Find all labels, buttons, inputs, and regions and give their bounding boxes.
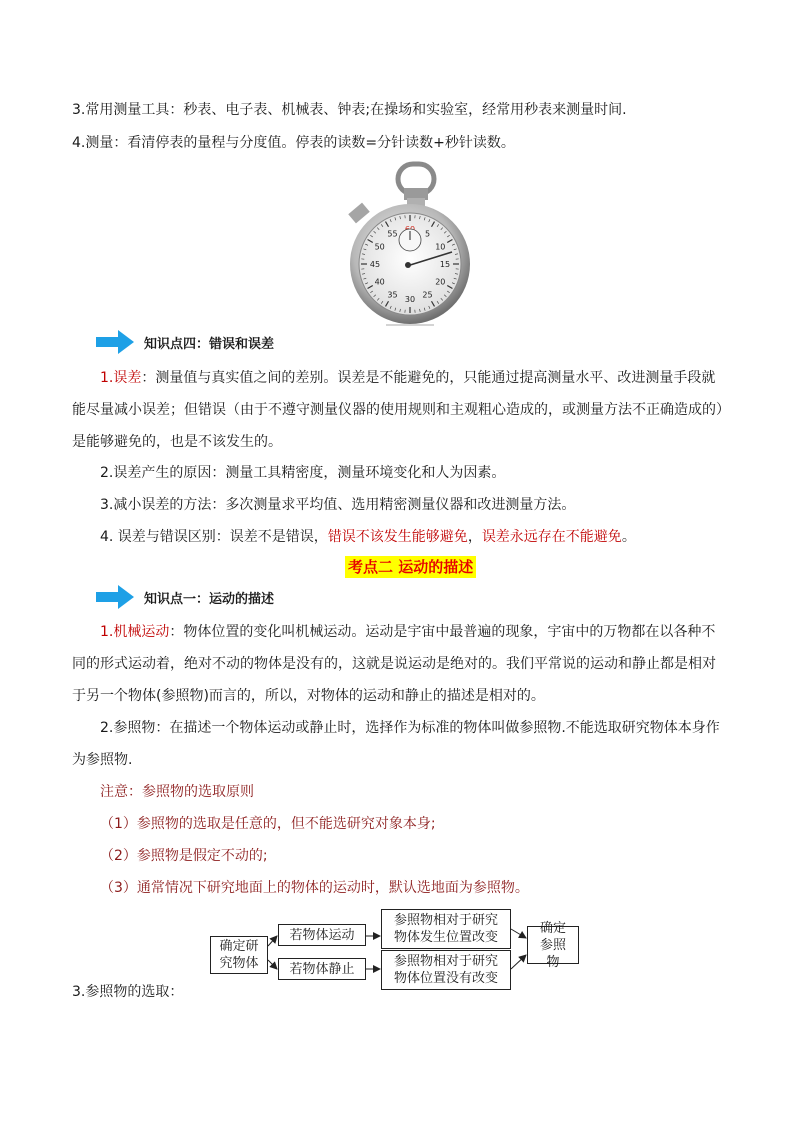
error-causes-text: 2.误差产生的原因：测量工具精密度，测量环境变化和人为因素。: [100, 465, 506, 481]
dial-number: 35: [387, 290, 398, 300]
error-term: 1.误差: [100, 370, 142, 386]
dial-number: 15: [439, 260, 451, 269]
section-heading-label: 知识点四：错误和误差: [144, 336, 275, 352]
note-item-3-text: （3）通常情况下研究地面上的物体的运动时，默认选地面为参照物。: [100, 880, 529, 896]
flow-moving-box: 若物体运动: [278, 924, 366, 946]
difference-period: 。: [621, 529, 636, 545]
flow-still-box: 若物体静止: [278, 958, 366, 980]
kaodian-title: 考点二 运动的描述: [345, 556, 476, 578]
flow-start-box: 确定研究物体: [210, 936, 268, 974]
error-text: ：测量值与真实值之间的差别。误差是不能避免的，只能通过提高测量水平、改进测量手段就能尽量减小误差；但错误（由于不遵守测量仪器的使用规则和主观粗心造成的，或测量方法不正确造成的）是能够避免的，也是不该发生的。: [72, 370, 723, 450]
dial-number: 10: [435, 242, 446, 252]
section-heading-label: 知识点一：运动的描述: [144, 591, 275, 607]
difference-comma: ，: [467, 529, 482, 545]
mechanical-motion-term: 1.机械运动: [100, 624, 170, 640]
dial-number: 50: [374, 242, 385, 252]
reference-selection-line: 3.参照物的选取：: [72, 984, 184, 1000]
note-item-2-text: （2）参照物是假定不动的;: [100, 848, 268, 864]
reduce-error-text: 3.减小误差的方法：多次测量求平均值、选用精密测量仪器和改进测量方法。: [100, 497, 576, 513]
flow-end-box: 确定参照物: [527, 926, 579, 964]
difference-red-1: 错误不该发生能够避免: [327, 529, 468, 545]
dial-number: 20: [435, 277, 446, 287]
dial-number: 55: [387, 229, 398, 239]
note-title-text: 注意：参照物的选取原则: [100, 784, 254, 800]
mechanical-motion-text: ：物体位置的变化叫机械运动。运动是宇宙中最普遍的现象，宇宙中的万物都在以各种不同的形式运动着，绝对不动的物体是没有的，这就是说运动是绝对的。我们平常说的运动和静止都是相对于另一个物体(参照物)而言的，所以，对物体的运动和静止的描述是相对的。: [72, 624, 716, 704]
note-item-1-text: （1）参照物的选取是任意的，但不能选研究对象本身;: [100, 816, 436, 832]
dial-number: 25: [422, 290, 433, 300]
dial-number: 45: [369, 260, 381, 269]
tool-line: 3.常用测量工具：秒表、电子表、机械表、钟表;在操场和实验室，经常用秒表来测量时间.: [72, 102, 627, 118]
flow-cond-moving-box: 参照物相对于研究物体发生位置改变: [381, 909, 511, 949]
reference-object-text: 2.参照物：在描述一个物体运动或静止时，选择作为标准的物体叫做参照物.不能选取研究物体本身作为参照物.: [72, 720, 720, 768]
measure-line: 4.测量：看清停表的量程与分度值。停表的读数=分针读数+秒针读数。: [72, 135, 515, 151]
dial-number: 30: [404, 295, 416, 304]
dial-number: 5: [424, 229, 431, 239]
flow-cond-still-box: 参照物相对于研究物体位置没有改变: [381, 950, 511, 990]
difference-text: 4. 误差与错误区别：误差不是错误，: [100, 529, 328, 545]
difference-red-2: 误差永远存在不能避免: [481, 529, 622, 545]
dial-number: 40: [374, 277, 385, 287]
